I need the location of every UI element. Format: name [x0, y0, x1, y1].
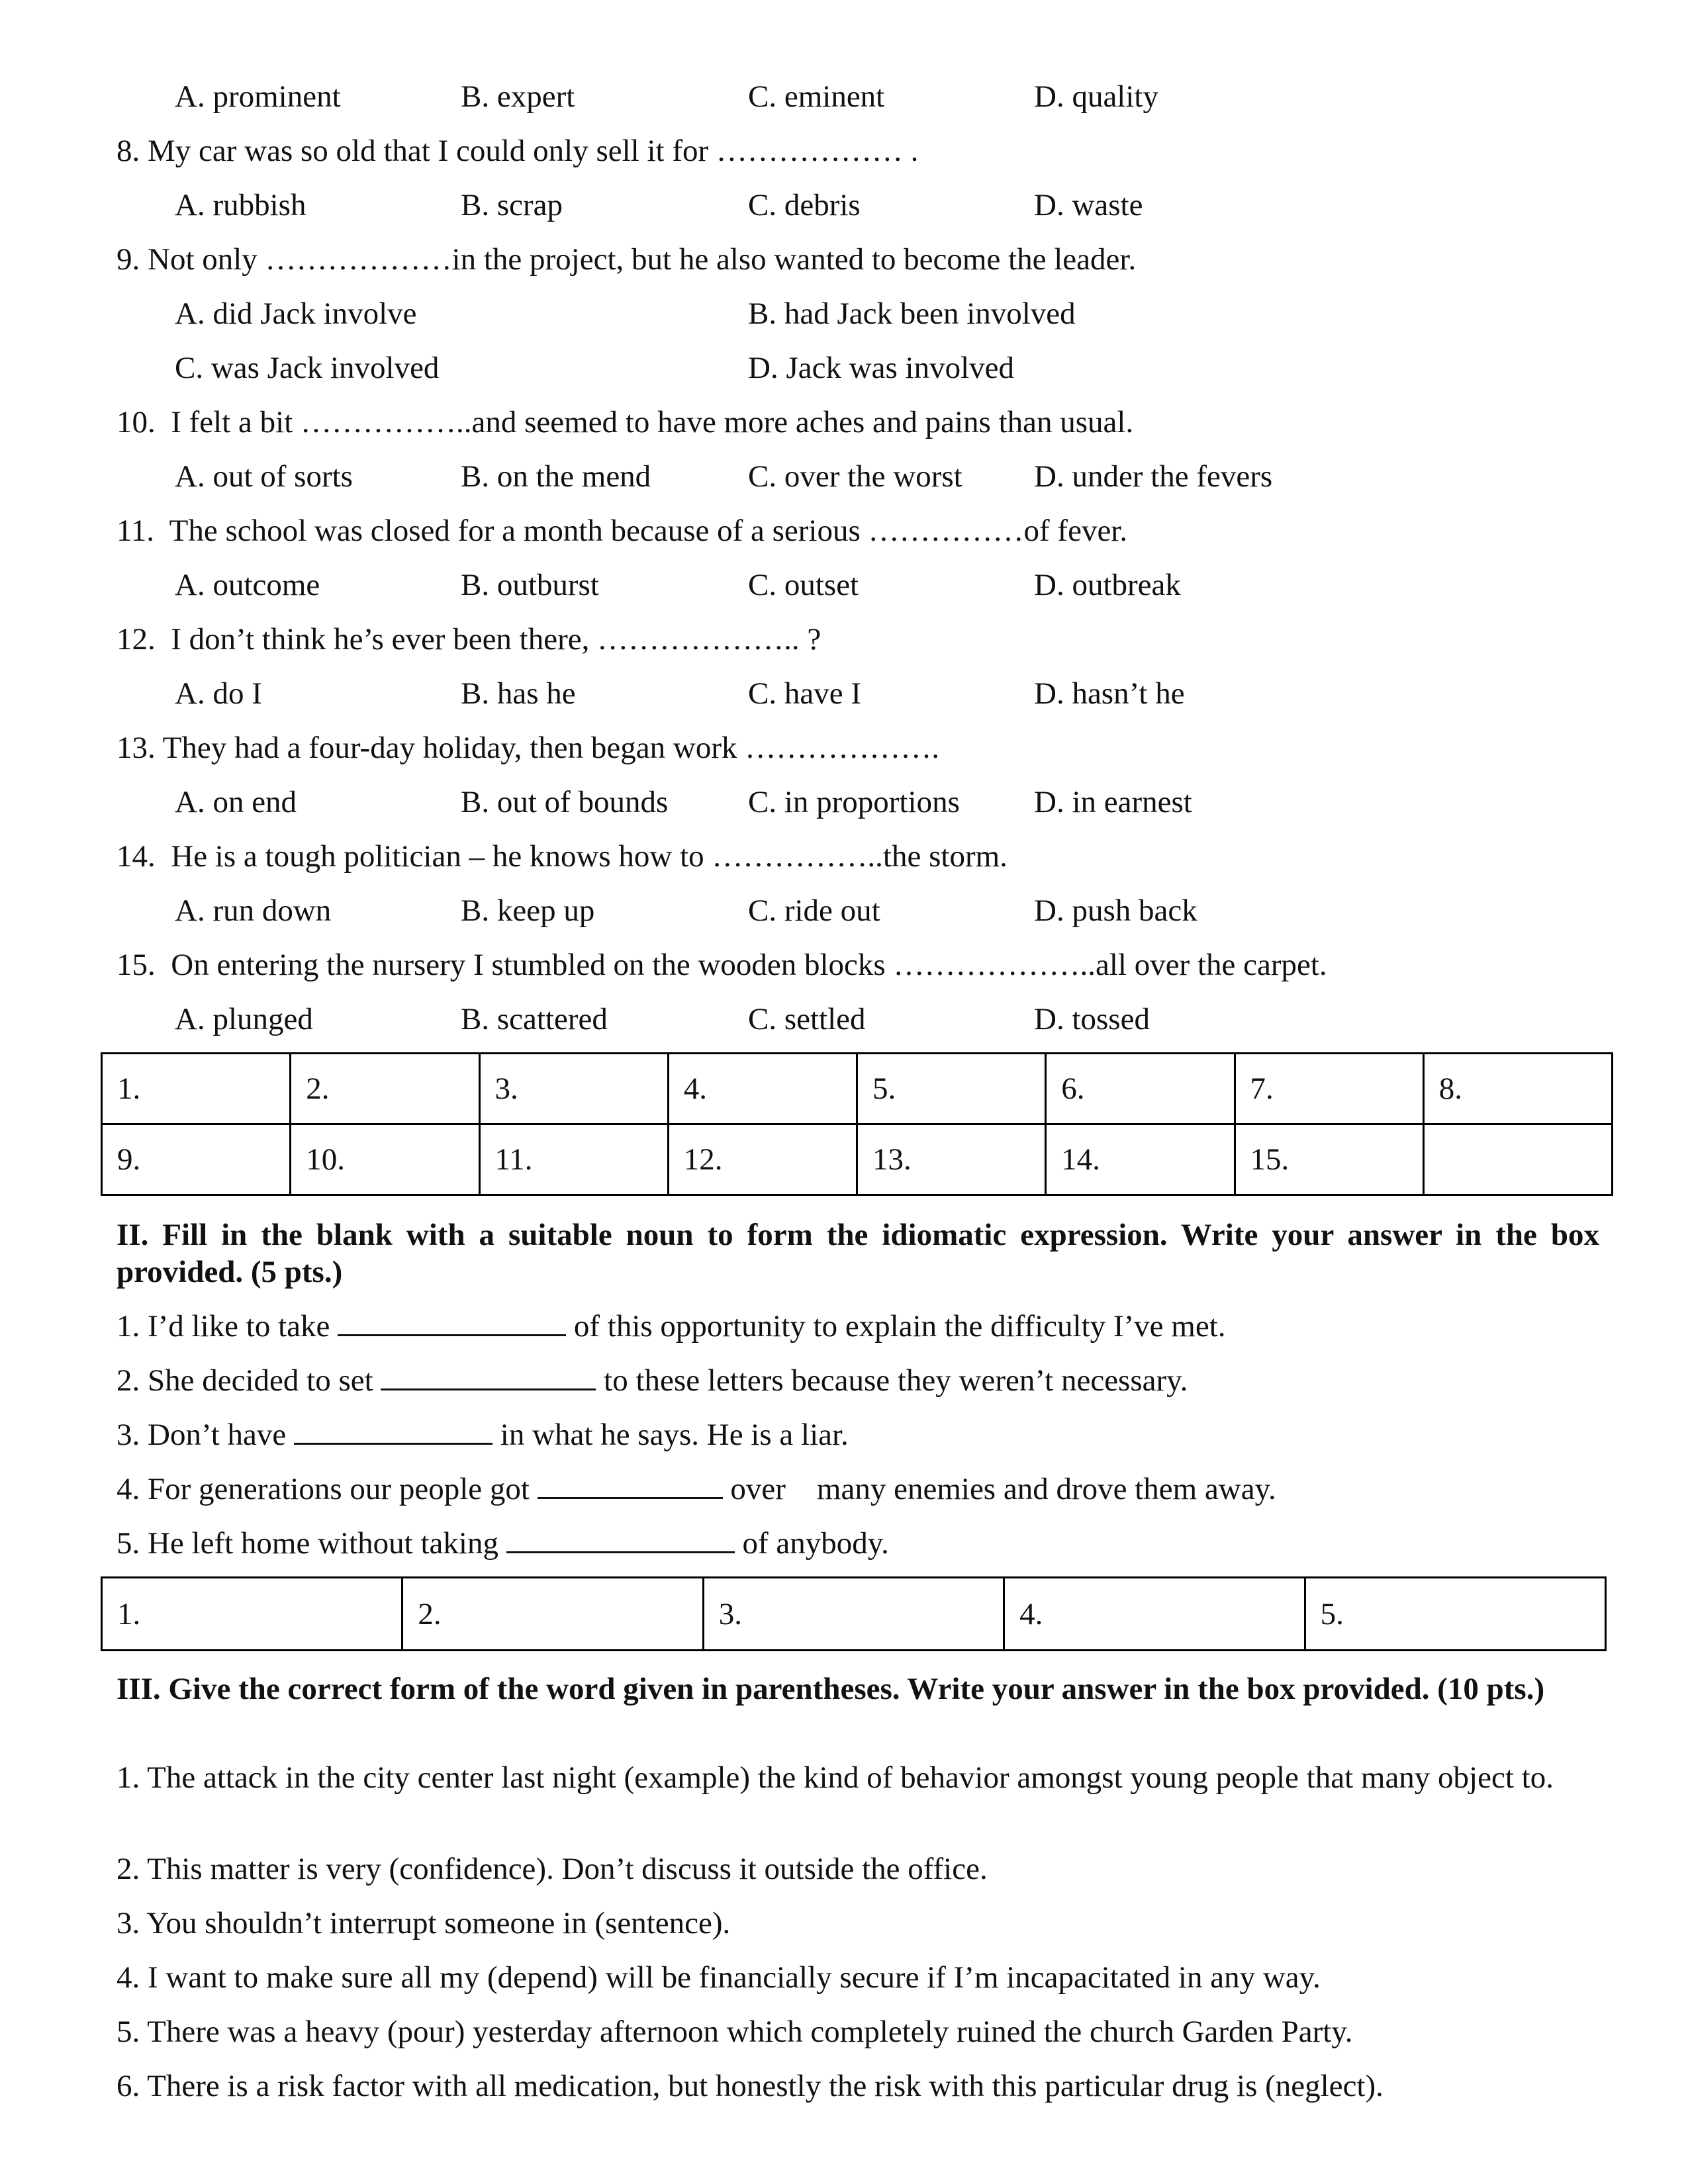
q8-option-a: A. rubbish [175, 188, 306, 222]
q7-option-a: A. prominent [175, 79, 341, 114]
section3-heading: III. Give the correct form of the word given in parentheses. Write your answer in the box provided. (10 pts.) [117, 1672, 1545, 1706]
answer-row [102, 1578, 1606, 1651]
answer-row [102, 1124, 1613, 1195]
answer-cell[interactable]: 15. [1235, 1124, 1423, 1195]
answer-cell[interactable]: 4. [1004, 1578, 1305, 1651]
q14-option-b: B. keep up [461, 893, 595, 928]
q15-option-d: D. tossed [1034, 1002, 1150, 1036]
q7-option-d: D. quality [1034, 79, 1158, 114]
q12-option-a: A. do I [175, 676, 262, 711]
q10-option-c: C. over the worst [748, 459, 962, 494]
answer-blank[interactable] [381, 1362, 596, 1390]
q12-option-b: B. has he [461, 676, 576, 711]
q7-option-c: C. eminent [748, 79, 885, 114]
q12-option-d: D. hasn’t he [1034, 676, 1185, 711]
section3-item-3: 3. You shouldn’t interrupt someone in (sentence). [117, 1906, 731, 1940]
answer-cell[interactable]: 4. [668, 1054, 857, 1124]
item-text: of this opportunity to explain the difficulty I’ve met. [566, 1309, 1226, 1343]
question-13: 13. They had a four-day holiday, then began work ………………. [117, 731, 939, 765]
question-8: 8. My car was so old that I could only sell it for ……………… . [117, 134, 919, 168]
q7-option-b: B. expert [461, 79, 575, 114]
item-text: over many enemies and drove them away. [722, 1472, 1276, 1506]
answer-cell[interactable]: 3. [479, 1054, 668, 1124]
q15-option-b: B. scattered [461, 1002, 608, 1036]
answer-grid-section2 [101, 1576, 1607, 1651]
q10-option-b: B. on the mend [461, 459, 651, 494]
item-text: to these letters because they weren’t necessary. [596, 1363, 1188, 1398]
item-text: of anybody. [734, 1526, 889, 1561]
q9-option-b: B. had Jack been involved [748, 296, 1076, 331]
question-14: 14. He is a tough politician – he knows how to ……………..the storm. [117, 839, 1008, 874]
answer-cell[interactable]: 13. [857, 1124, 1046, 1195]
section2-heading: II. Fill in the blank with a suitable noun to form the idiomatic expression. Write your answer in the box provided. (5 pts.) [117, 1218, 1599, 1289]
answer-cell[interactable]: 1. [102, 1578, 402, 1651]
answer-cell[interactable]: 2. [402, 1578, 703, 1651]
answer-cell[interactable]: 3. [703, 1578, 1004, 1651]
q13-option-b: B. out of bounds [461, 785, 669, 819]
q13-option-c: C. in proportions [748, 785, 960, 819]
answer-blank[interactable] [538, 1471, 723, 1499]
section2-item-5 [117, 1525, 889, 1562]
answer-cell[interactable]: 1. [102, 1054, 291, 1124]
item-text: 3. Don’t have [117, 1418, 295, 1452]
q11-option-a: A. outcome [175, 568, 320, 602]
q9-option-a: A. did Jack involve [175, 296, 417, 331]
section2-item-2 [117, 1362, 1188, 1399]
section2-item-3 [117, 1416, 849, 1453]
answer-cell[interactable]: 5. [1305, 1578, 1605, 1651]
question-12: 12. I don’t think he’s ever been there, ……………….. ? [117, 622, 821, 657]
section3-item-2: 2. This matter is very (confidence). Don’t discuss it outside the office. [117, 1852, 988, 1886]
q10-option-a: A. out of sorts [175, 459, 353, 494]
item-text: 5. He left home without taking [117, 1526, 506, 1561]
q13-option-a: A. on end [175, 785, 297, 819]
q11-option-b: B. outburst [461, 568, 599, 602]
answer-cell[interactable]: 10. [291, 1124, 479, 1195]
question-11: 11. The school was closed for a month because of a serious ……………of fever. [117, 514, 1128, 548]
q10-option-d: D. under the fevers [1034, 459, 1273, 494]
answer-blank[interactable] [338, 1308, 566, 1336]
question-15: 15. On entering the nursery I stumbled on the wooden blocks ………………..all over the carpet. [117, 948, 1327, 982]
answer-cell[interactable]: 9. [102, 1124, 291, 1195]
q8-option-b: B. scrap [461, 188, 563, 222]
q14-option-c: C. ride out [748, 893, 880, 928]
q9-option-c: C. was Jack involved [175, 351, 440, 385]
answer-cell[interactable]: 8. [1423, 1054, 1612, 1124]
section2-item-4 [117, 1471, 1276, 1508]
answer-grid-section1 [101, 1052, 1613, 1196]
q13-option-d: D. in earnest [1034, 785, 1192, 819]
answer-cell[interactable]: 11. [479, 1124, 668, 1195]
q8-option-c: C. debris [748, 188, 861, 222]
question-10: 10. I felt a bit ……………..and seemed to have more aches and pains than usual. [117, 405, 1134, 439]
section3-item-1: 1. The attack in the city center last night (example) the kind of behavior amongst young people that many object to. [117, 1760, 1554, 1795]
section3-item-4: 4. I want to make sure all my (depend) will be financially secure if I’m incapacitated in any way. [117, 1960, 1321, 1995]
q15-option-a: A. plunged [175, 1002, 313, 1036]
item-text: in what he says. He is a liar. [492, 1418, 849, 1452]
answer-row [102, 1054, 1613, 1124]
answer-blank[interactable] [294, 1416, 492, 1445]
section2-item-1 [117, 1308, 1226, 1345]
answer-cell[interactable]: 12. [668, 1124, 857, 1195]
answer-cell[interactable] [1423, 1124, 1612, 1195]
q9-option-d: D. Jack was involved [748, 351, 1015, 385]
question-9: 9. Not only ………………in the project, but he also wanted to become the leader. [117, 242, 1137, 277]
q11-option-d: D. outbreak [1034, 568, 1181, 602]
item-text: 1. I’d like to take [117, 1309, 338, 1343]
q14-option-d: D. push back [1034, 893, 1197, 928]
section3-item-5: 5. There was a heavy (pour) yesterday afternoon which completely ruined the church Garden Party. [117, 2015, 1353, 2049]
q8-option-d: D. waste [1034, 188, 1143, 222]
item-text: 2. She decided to set [117, 1363, 381, 1398]
answer-cell[interactable]: 5. [857, 1054, 1046, 1124]
q15-option-c: C. settled [748, 1002, 866, 1036]
answer-cell[interactable]: 14. [1046, 1124, 1235, 1195]
q14-option-a: A. run down [175, 893, 332, 928]
item-text: 4. For generations our people got [117, 1472, 538, 1506]
section3-item-6: 6. There is a risk factor with all medication, but honestly the risk with this particular drug is (neglect). [117, 2069, 1383, 2103]
answer-cell[interactable]: 6. [1046, 1054, 1235, 1124]
answer-cell[interactable]: 7. [1235, 1054, 1423, 1124]
q11-option-c: C. outset [748, 568, 859, 602]
q12-option-c: C. have I [748, 676, 861, 711]
answer-blank[interactable] [506, 1525, 735, 1553]
answer-cell[interactable]: 2. [291, 1054, 479, 1124]
